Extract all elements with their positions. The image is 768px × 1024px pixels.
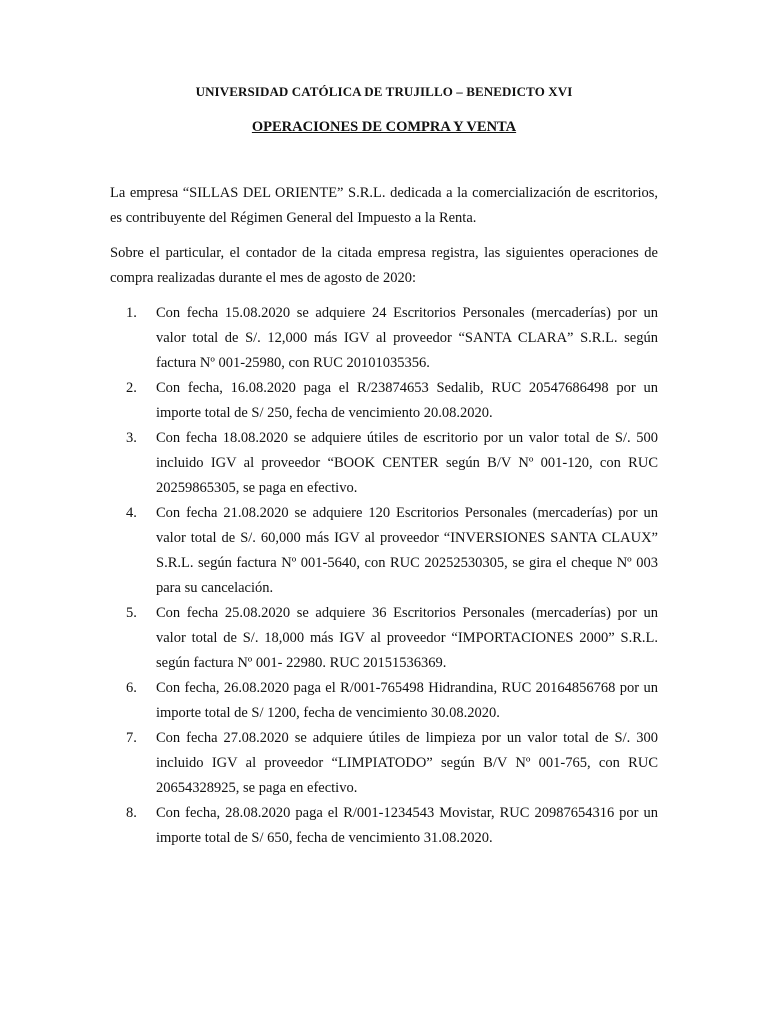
operation-number: 8. [126, 805, 137, 821]
operation-item-8 [110, 801, 658, 851]
operation-number: 2. [126, 380, 137, 396]
operation-number: 7. [126, 730, 137, 746]
operation-item-5 [110, 601, 658, 676]
operation-text: Con fecha 18.08.2020 se adquiere útiles de escritorio por un valor total de S/. 500 incluido IGV al proveedor “BOOK CENTER según B/V Nº 001-120, con RUC 20259865305, se paga en efectivo. [156, 430, 658, 496]
context-paragraph: Sobre el particular, el contador de la citada empresa registra, las siguientes operaciones de compra realizadas durante el mes de agosto de 2020: [110, 245, 658, 286]
operation-text: Con fecha, 26.08.2020 paga el R/001-765498 Hidrandina, RUC 20164856768 por un importe total de S/ 1200, fecha de vencimiento 30.08.2020. [156, 680, 658, 721]
operations-list [110, 301, 658, 851]
operation-number: 6. [126, 680, 137, 696]
operation-text: Con fecha 21.08.2020 se adquiere 120 Escritorios Personales (mercaderías) por un valor total de S/. 60,000 más IGV al proveedor “INVERSIONES SANTA CLAUX” S.R.L. según factura Nº 001-5640, con RUC 20252530305, se gira el cheque Nº 003 para su cancelación. [156, 505, 658, 596]
document-title: OPERACIONES DE COMPRA Y VENTA [251, 119, 517, 135]
operation-text: Con fecha 25.08.2020 se adquiere 36 Escritorios Personales (mercaderías) por un valor total de S/. 18,000 más IGV al proveedor “IMPORTACIONES 2000” S.R.L. según factura Nº 001- 22980. RUC 20151536369. [156, 605, 658, 671]
operation-number: 3. [126, 430, 137, 446]
operation-number: 4. [126, 505, 137, 521]
operation-number: 1. [126, 305, 137, 321]
university-heading: UNIVERSIDAD CATÓLICA DE TRUJILLO – BENEDICTO XVI [195, 84, 573, 99]
operation-item-2 [110, 376, 658, 426]
operation-item-3 [110, 426, 658, 501]
operation-item-1 [110, 301, 658, 376]
operation-item-6 [110, 676, 658, 726]
operation-number: 5. [126, 605, 137, 621]
operation-text: Con fecha, 28.08.2020 paga el R/001-1234543 Movistar, RUC 20987654316 por un importe total de S/ 650, fecha de vencimiento 31.08.2020. [156, 805, 658, 846]
operation-text: Con fecha, 16.08.2020 paga el R/23874653 Sedalib, RUC 20547686498 por un importe total de S/ 250, fecha de vencimiento 20.08.2020. [156, 380, 658, 421]
operation-item-4 [110, 501, 658, 601]
operation-text: Con fecha 15.08.2020 se adquiere 24 Escritorios Personales (mercaderías) por un valor total de S/. 12,000 más IGV al proveedor “SANTA CLARA” S.R.L. según factura Nº 001-25980, con RUC 20101035356. [156, 305, 658, 371]
operation-text: Con fecha 27.08.2020 se adquiere útiles de limpieza por un valor total de S/. 300 incluido IGV al proveedor “LIMPIATODO” según B/V Nº 001-765, con RUC 20654328925, se paga en efectivo. [156, 730, 658, 796]
intro-paragraph: La empresa “SILLAS DEL ORIENTE” S.R.L. dedicada a la comercialización de escritorios, es contribuyente del Régimen General del Impuesto a la Renta. [110, 185, 658, 226]
operation-item-7 [110, 726, 658, 801]
